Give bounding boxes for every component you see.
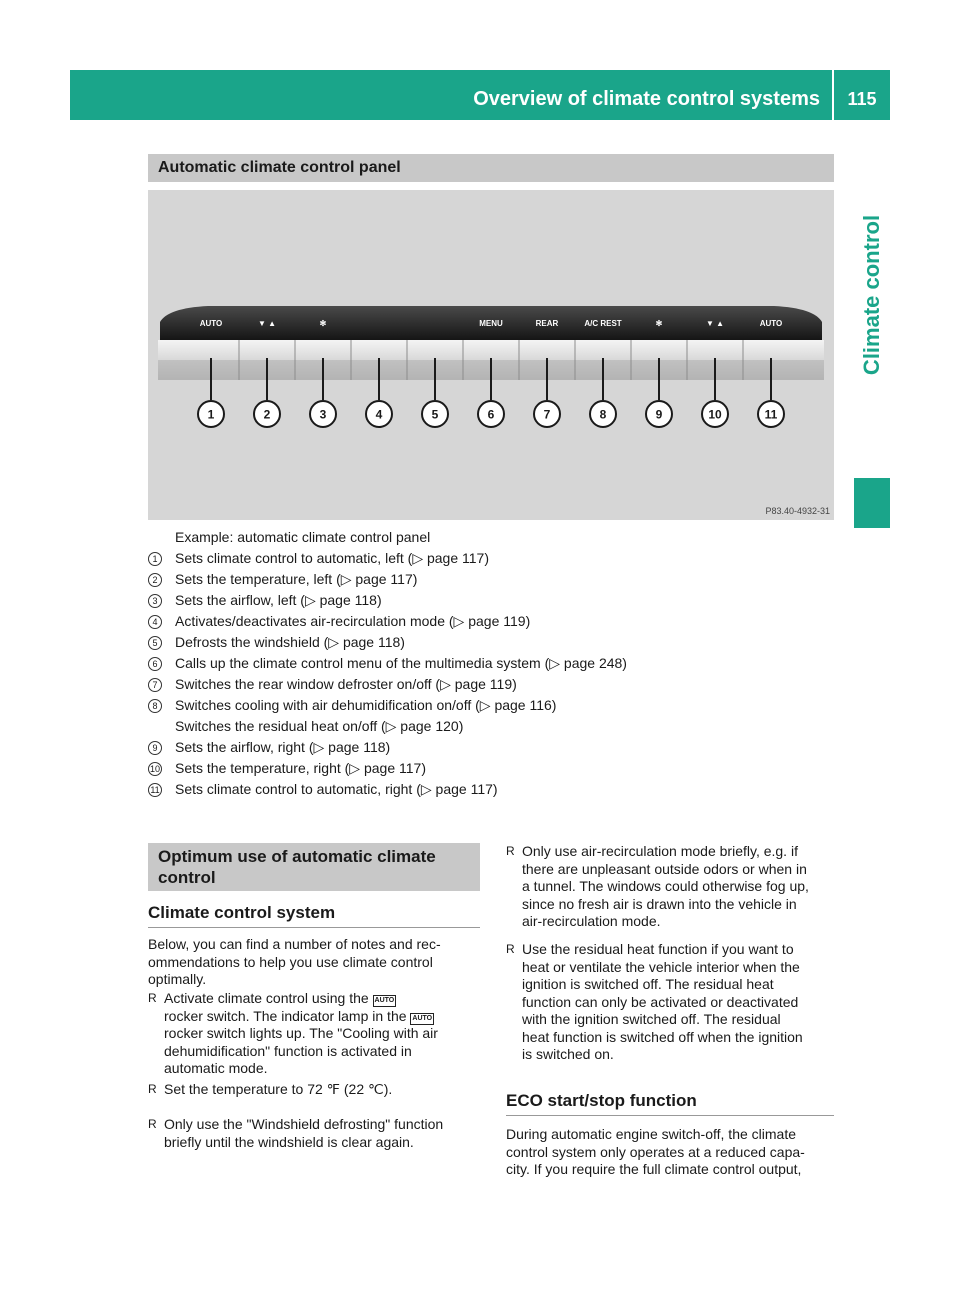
panel-button-label: MENU	[479, 319, 503, 328]
callout-number: 11	[764, 407, 778, 422]
bullet-mark: R	[506, 844, 515, 858]
legend-text: Switches the residual heat on/off (▷ page 120)	[175, 718, 464, 734]
bullet-text: Only use air-recirculation mode briefly, e.g. if	[522, 843, 798, 859]
callout-number: 6	[148, 657, 162, 671]
bullet-text: Use the residual heat function if you want to	[522, 941, 794, 957]
callout-number: 9	[148, 741, 162, 755]
bullet-text: Set the temperature to 72 ℉ (22 ℃).	[164, 1081, 393, 1097]
callout-number: 5	[431, 407, 439, 422]
intro-line: Below, you can find a number of notes and rec-	[148, 936, 441, 952]
callout-number: 2	[263, 407, 271, 422]
panel-button-label: A/C REST	[584, 319, 622, 328]
optimum-heading-line1: Optimum use of automatic climate	[158, 847, 436, 866]
panel-button-label: AUTO	[759, 319, 783, 328]
bullet-text: briefly until the windshield is clear again.	[164, 1133, 414, 1150]
section-heading-optimum	[148, 843, 480, 891]
bullet-text: automatic mode.	[164, 1060, 268, 1076]
bullet-text: heat function is switched off when the ignition	[522, 1028, 803, 1045]
climate-panel-illustration	[148, 190, 834, 520]
bullet-activate-auto	[148, 990, 480, 1078]
callout-number: 7	[543, 407, 551, 422]
eco-heading-rule	[506, 1115, 834, 1116]
callout-number: 1	[207, 407, 215, 422]
legend-text: Calls up the climate control menu of the multimedia system (▷ page 248)	[175, 655, 627, 671]
callout-number: 10	[708, 407, 722, 422]
callout-number: 8	[599, 407, 607, 422]
callout-number: 8	[148, 699, 162, 713]
bullet-windshield-defrost	[148, 1116, 480, 1151]
intro-line: ommendations to help you use climate control	[148, 953, 433, 970]
eco-line: During automatic engine switch-off, the climate	[506, 1126, 796, 1142]
legend-text: Sets the temperature, right (▷ page 117)	[175, 760, 426, 776]
bullet-text: rocker switch lights up. The "Cooling with air	[164, 1025, 438, 1041]
side-tab-label: Climate control	[859, 214, 884, 376]
bullet-text: since no fresh air is drawn into the vehicle in	[522, 895, 797, 912]
bullet-air-recirculation	[506, 843, 838, 931]
panel-button-label: ▼ ▲	[257, 319, 277, 328]
legend-text: Sets the temperature, left (▷ page 117)	[175, 571, 418, 587]
bullet-mark: R	[148, 1082, 157, 1096]
bullet-text: Only use the "Windshield defrosting" function	[164, 1116, 444, 1132]
chapter-title: Overview of climate control systems	[473, 88, 820, 110]
callout-number: 3	[148, 594, 162, 608]
figure-code: P83.40-4932-31	[765, 506, 830, 516]
panel-button-label: ✻	[319, 319, 327, 328]
bullet-text: with the ignition switched off. The residual	[522, 1011, 781, 1027]
subheading-rule	[148, 927, 480, 928]
callout-number: 11	[148, 783, 162, 797]
legend-text: Sets climate control to automatic, left (▷ page 117)	[175, 550, 489, 566]
page-number: 115	[847, 89, 877, 109]
bullet-text: a tunnel. The windows could otherwise fog up,	[522, 878, 809, 894]
eco-line: city. If you require the full climate control output,	[506, 1161, 802, 1177]
callout-number: 2	[148, 573, 162, 587]
panel-button-label: AUTO	[199, 319, 223, 328]
subheading-eco-start-stop: ECO start/stop function	[506, 1091, 697, 1110]
callout-number: 4	[375, 407, 383, 422]
page-header	[70, 70, 890, 120]
side-tab	[854, 120, 890, 470]
eco-paragraph	[506, 1126, 838, 1179]
auto-button-icon: AUTO	[373, 995, 397, 1007]
bullet-set-temperature	[148, 1081, 480, 1099]
section-heading-panel	[148, 154, 834, 182]
legend-text: Defrosts the windshield (▷ page 118)	[175, 634, 405, 650]
bullet-text: dehumidification" function is activated in	[164, 1042, 412, 1059]
auto-button-icon: AUTO	[410, 1013, 434, 1025]
side-tab-marker	[854, 478, 890, 528]
legend-text: Activates/deactivates air-recirculation mode (▷ page 119)	[175, 613, 531, 629]
intro-paragraph	[148, 936, 480, 989]
callout-number: 5	[148, 636, 162, 650]
bullet-text: heat or ventilate the vehicle interior when the	[522, 958, 800, 975]
callout-number: 9	[655, 407, 663, 422]
legend-text: Switches the rear window defroster on/off (▷ page 119)	[175, 676, 517, 692]
callout-number: 10	[149, 764, 160, 774]
legend-text: Sets the airflow, right (▷ page 118)	[175, 739, 391, 755]
panel-button-label: REAR	[535, 319, 559, 328]
section-heading-text: Automatic climate control panel	[158, 159, 401, 176]
legend-text: Switches cooling with air dehumidification on/off (▷ page 116)	[175, 697, 557, 713]
bullet-text: is switched on.	[522, 1046, 614, 1062]
bullet-text: rocker switch. The indicator lamp in the	[164, 1007, 407, 1024]
bullet-text: function can only be activated or deactivated	[522, 993, 799, 1010]
legend-text: Sets climate control to automatic, right (▷ page 117)	[175, 781, 498, 797]
bullet-text: ignition is switched off. The residual heat	[522, 976, 774, 992]
bullet-text: there are unpleasant outside odors or when in	[522, 860, 807, 877]
optimum-heading-line2: control	[158, 868, 216, 887]
bullet-mark: R	[148, 991, 157, 1005]
bullet-text: Activate climate control using the	[164, 990, 369, 1006]
bullet-text: air-recirculation mode.	[522, 913, 661, 929]
legend-text: Sets the airflow, left (▷ page 118)	[175, 592, 382, 608]
panel-button-label: ▼ ▲	[705, 319, 725, 328]
caption-text: Example: automatic climate control panel	[175, 529, 431, 545]
eco-line: control system only operates at a reduced capa-	[506, 1143, 805, 1160]
bullet-mark: R	[506, 942, 515, 956]
subheading-climate-system: Climate control system	[148, 903, 336, 922]
callout-number: 7	[148, 678, 162, 692]
callout-number: 1	[148, 552, 162, 566]
panel-button-label: ✻	[655, 319, 663, 328]
intro-line: optimally.	[148, 971, 207, 987]
bullet-mark: R	[148, 1117, 157, 1131]
bullet-residual-heat	[506, 941, 838, 1064]
callout-number: 3	[319, 407, 327, 422]
callout-number: 6	[487, 407, 495, 422]
callout-number: 4	[148, 615, 162, 629]
legend-list	[0, 548, 850, 808]
caption	[175, 527, 430, 548]
climate-panel-figure	[148, 190, 834, 520]
